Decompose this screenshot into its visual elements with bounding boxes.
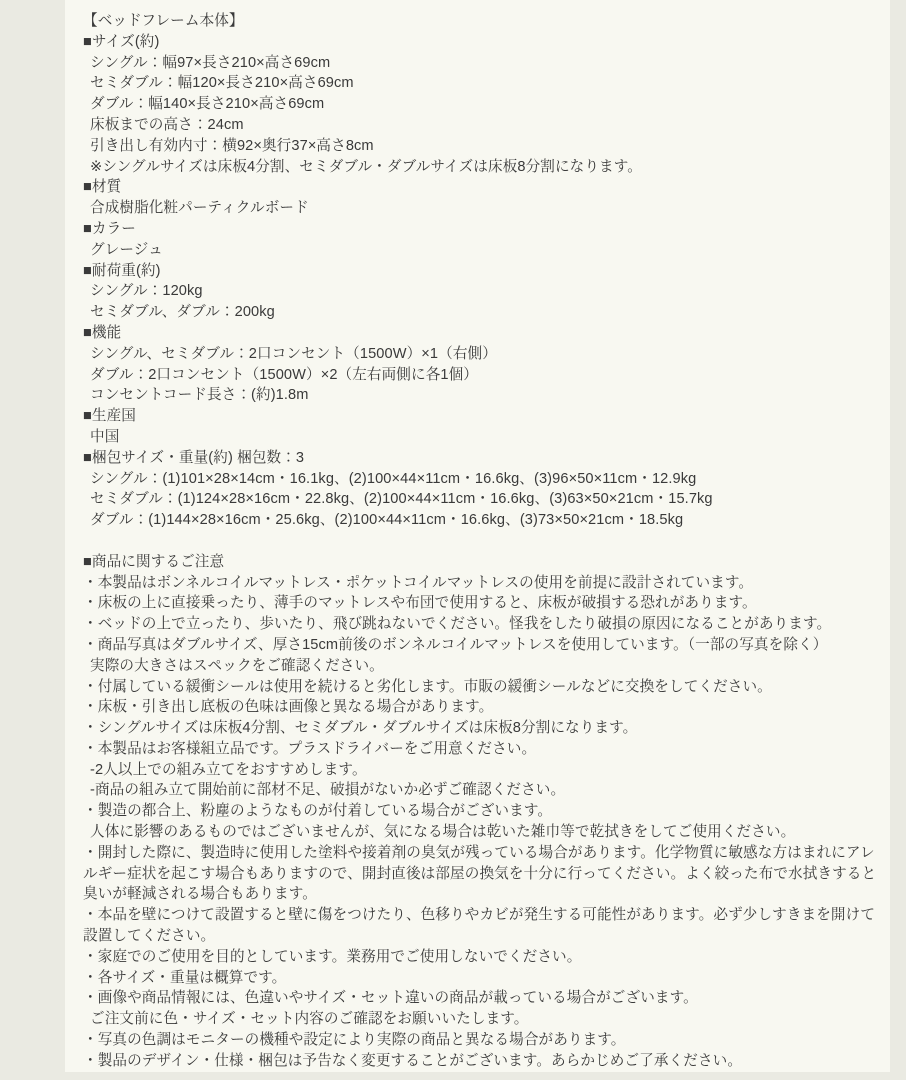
- spec-heading: ■生産国: [83, 408, 136, 425]
- spec-line: セミダブル、ダブル：200kg: [90, 304, 275, 321]
- spec-line: シングル：(1)101×28×14cm・16.1kg、(2)100×44×11cm・16.6kg、(3)96×50×11cm・12.9kg: [90, 470, 697, 487]
- note-line: -商品の組み立て開始前に部材不足、破損がないか必ずご確認ください。: [90, 782, 566, 799]
- spec-line: コンセントコード長さ：(約)1.8m: [90, 387, 309, 404]
- spec-line: セミダブル：幅120×長さ210×高さ69cm: [90, 75, 354, 92]
- note-line: ルギー症状を起こす場合もありますので、開封直後は部屋の換気を十分に行ってください。よく絞った布で水拭きすると: [83, 865, 877, 882]
- notes-heading: ■商品に関するご注意: [83, 553, 225, 570]
- note-line: ・画像や商品情報には、色違いやサイズ・セット違いの商品が載っている場合がございます。: [83, 990, 698, 1007]
- spec-line: シングル：120kg: [90, 283, 203, 300]
- note-line: ・本製品はお客様組立品です。プラスドライバーをご用意ください。: [83, 740, 537, 757]
- spec-line: ダブル：(1)144×28×16cm・25.6kg、(2)100×44×11cm・16.6kg、(3)73×50×21cm・18.5kg: [90, 512, 684, 529]
- note-line: ・写真の色調はモニターの機種や設定により実際の商品と異なる場合があります。: [83, 1032, 626, 1049]
- spec-heading: ■梱包サイズ・重量(約) 梱包数：3: [83, 449, 305, 466]
- spec-heading: ■サイズ(約): [83, 33, 160, 50]
- note-line: ・床板の上に直接乗ったり、薄手のマットレスや布団で使用すると、床板が破損する恐れがあります。: [83, 595, 757, 612]
- note-line: ・商品写真はダブルサイズ、厚さ15cm前後のボンネルコイルマットレスを使用しています。（一部の写真を除く）: [83, 636, 828, 653]
- spec-line: グレージュ: [90, 241, 163, 258]
- spec-line: ※シングルサイズは床板4分割、セミダブル・ダブルサイズは床板8分割になります。: [90, 158, 642, 175]
- note-line: ・シングルサイズは床板4分割、セミダブル・ダブルサイズは床板8分割になります。: [83, 720, 638, 737]
- note-line: 人体に影響のあるものではございませんが、気になる場合は乾いた雑巾等で乾拭きをしてご使用ください。: [90, 824, 796, 841]
- spec-heading: ■カラー: [83, 220, 136, 237]
- notes-section: [83, 552, 890, 1072]
- note-line: 実際の大きさはスペックをご確認ください。: [90, 657, 384, 674]
- note-line: ・ベッドの上で立ったり、歩いたり、飛び跳ねないでください。怪我をしたり破損の原因になることがあります。: [83, 616, 832, 633]
- spec-heading: ■材質: [83, 179, 122, 196]
- spec-list: [83, 32, 890, 531]
- note-line: ・製造の都合上、粉塵のようなものが付着している場合がございます。: [83, 803, 553, 820]
- spec-heading: ■機能: [83, 324, 122, 341]
- spec-line: 引き出し有効内寸：横92×奥行37×高さ8cm: [90, 137, 374, 154]
- spec-line: 合成樹脂化粧パーティクルボード: [90, 200, 309, 217]
- spec-line: セミダブル：(1)124×28×16cm・22.8kg、(2)100×44×11cm・16.6kg、(3)63×50×21cm・15.7kg: [90, 491, 713, 508]
- note-line: 設置してください。: [83, 928, 216, 945]
- spec-line: シングル：幅97×長さ210×高さ69cm: [90, 54, 331, 71]
- spec-line: シングル、セミダブル：2口コンセント（1500W）×1（右側）: [90, 345, 497, 362]
- note-line: ・開封した際に、製造時に使用した塗料や接着剤の臭気が残っている場合があります。化学物質に敏感な方はまれにアレ: [83, 844, 875, 861]
- spec-line: ダブル：2口コンセント（1500W）×2（左右両側に各1個）: [90, 366, 478, 383]
- note-line: ・本製品はボンネルコイルマットレス・ポケットコイルマットレスの使用を前提に設計されています。: [83, 574, 754, 591]
- note-line: -2人以上での組み立てをおすすめします。: [90, 761, 367, 778]
- note-line: ご注文前に色・サイズ・セット内容のご確認をお願いいたします。: [90, 1011, 529, 1028]
- notes-list: [83, 573, 890, 1072]
- note-line: ・付属している緩衝シールは使用を続けると劣化します。市販の緩衝シールなどに交換をしてください。: [83, 678, 772, 695]
- spec-heading: ■耐荷重(約): [83, 262, 161, 279]
- spec-line: 中国: [90, 428, 120, 445]
- note-line: ・床板・引き出し底板の色味は画像と異なる場合があります。: [83, 699, 494, 716]
- spec-line: 床板までの高さ：24cm: [90, 116, 244, 133]
- note-line: ・家庭でのご使用を目的としています。業務用でご使用しないでください。: [83, 948, 582, 965]
- note-line: ・各サイズ・重量は概算です。: [83, 969, 287, 986]
- spec-line: ダブル：幅140×長さ210×高さ69cm: [90, 96, 325, 113]
- note-line: 臭いが軽減される場合もあります。: [83, 886, 317, 903]
- note-line: ・本品を壁につけて設置すると壁に傷をつけたり、色移りやカビが発生する可能性があります。必ず少しすきまを開けて: [83, 907, 876, 924]
- section-title: 【ベッドフレーム本体】: [83, 13, 244, 29]
- note-line: ・製品のデザイン・仕様・梱包は予告なく変更することがございます。あらかじめご了承ください。: [83, 1052, 743, 1069]
- product-description-panel: [65, 0, 890, 1072]
